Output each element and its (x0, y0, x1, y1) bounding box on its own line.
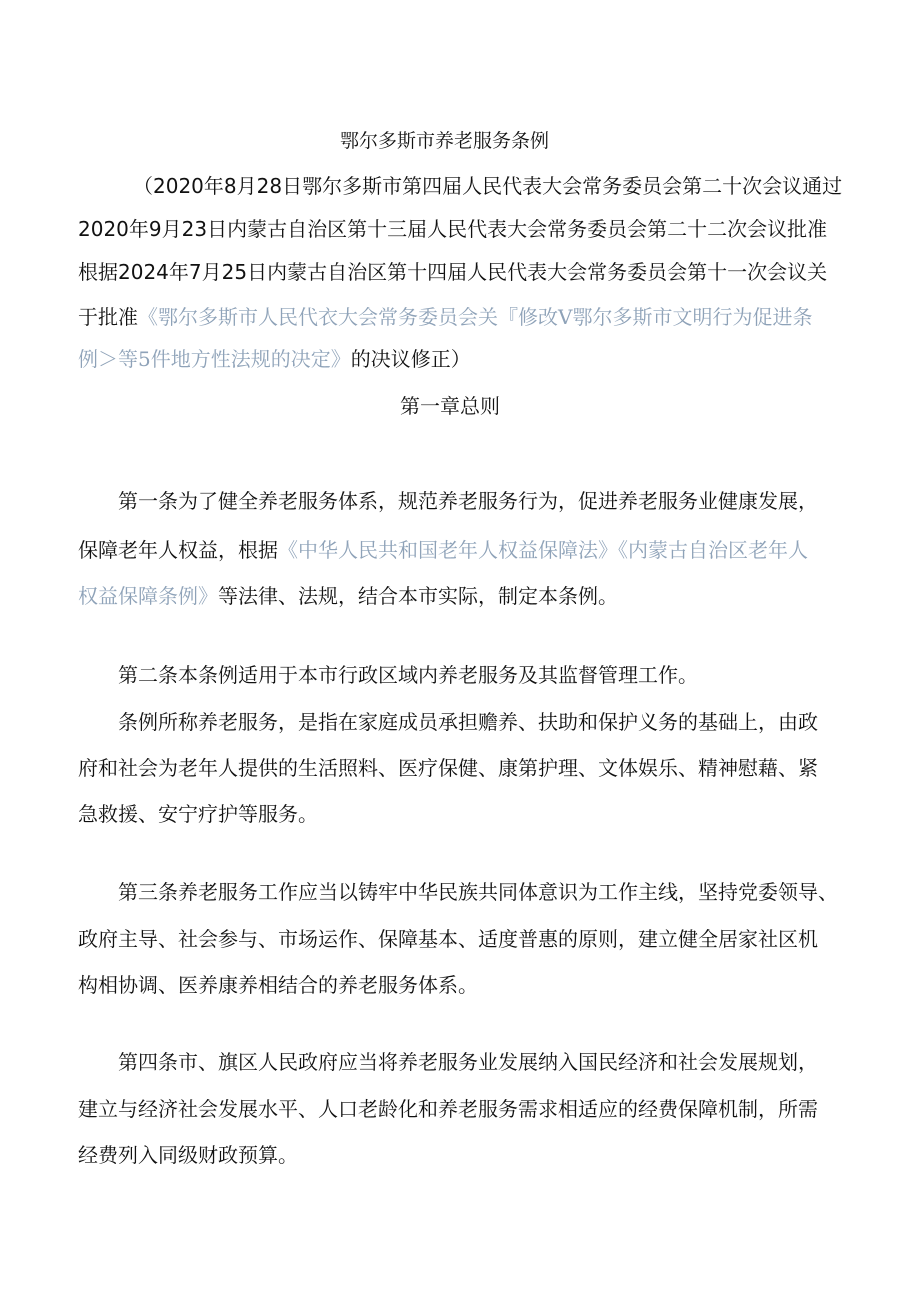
preamble-line-5 (78, 345, 471, 373)
amendment-decision-citation: 《鄂尔多斯市人民代衣大会常务委员会关『修改V鄂尔多斯市文明行为促进条 (138, 305, 813, 329)
article-3-line-3: 构相协调、医养康养相结合的养老服务体系。 (78, 973, 478, 997)
article-4-line-1: 第四条市、旗区人民政府应当将养老服务业发展纳入国民经济和社会发展规划， (118, 1050, 818, 1074)
article-2-line-2: 条例所称养老服务，是指在家庭成员承担赡养、扶助和保护义务的基础上，由政 (118, 710, 818, 734)
law-citation: 《中华人民共和国老年人权益保障法》《内蒙古自治区老年人 (278, 538, 808, 562)
regulation-citation: 权益保障条例》 (78, 584, 218, 608)
article-1-line-3 (78, 582, 618, 610)
article-1-line-2 (78, 536, 808, 564)
article-2-line-1: 第二条本条例适用于本市行政区域内养老服务及其监督管理工作。 (118, 663, 698, 687)
article-1-line-1: 第一条为了健全养老服务体系，规范养老服务行为，促进养老服务业健康发展， (118, 489, 818, 513)
chapter-heading: 第一章总则 (400, 394, 500, 418)
article-1-line-3-suffix: 等法律、法规，结合本市实际，制定本条例。 (218, 584, 618, 608)
article-4-line-2: 建立与经济社会发展水平、人口老龄化和养老服务需求相适应的经费保障机制，所需 (78, 1097, 818, 1121)
amendment-decision-citation-cont: 例＞等5件地方性法规的决定》 (78, 347, 351, 371)
article-1-line-2-prefix: 保障老年人权益，根据 (78, 538, 278, 562)
preamble-line-4 (78, 303, 812, 331)
preamble-line-2: 2020年9月23日内蒙古自治区第十三届人民代表大会常务委员会第二十二次会议批准 (78, 217, 828, 241)
article-3-line-2: 政府主导、社会参与、市场运作、保障基本、适度普惠的原则，建立健全居家社区机 (78, 927, 818, 951)
preamble-line-3: 根据2024年7月25日内蒙古自治区第十四届人民代表大会常务委员会第十一次会议关 (78, 260, 828, 284)
article-2-line-3: 府和社会为老年人提供的生活照料、医疗保健、康第护理、文体娱乐、精神慰藉、紧 (78, 756, 818, 780)
preamble-line-5-suffix: 的决议修正） (350, 347, 471, 371)
preamble-line-1: （2020年8月28日鄂尔多斯市第四届人民代表大会常务委员会第二十次会议通过 (133, 174, 843, 198)
article-2-line-4: 急救援、安宁疗护等服务。 (78, 802, 318, 826)
article-3-line-1: 第三条养老服务工作应当以铸牢中华民族共同体意识为工作主线，坚持党委领导、 (118, 880, 838, 904)
preamble-line-4-prefix: 于批准 (78, 305, 138, 329)
article-4-line-3: 经费列入同级财政预算。 (78, 1143, 298, 1167)
document-title: 鄂尔多斯市养老服务条例 (340, 130, 550, 152)
